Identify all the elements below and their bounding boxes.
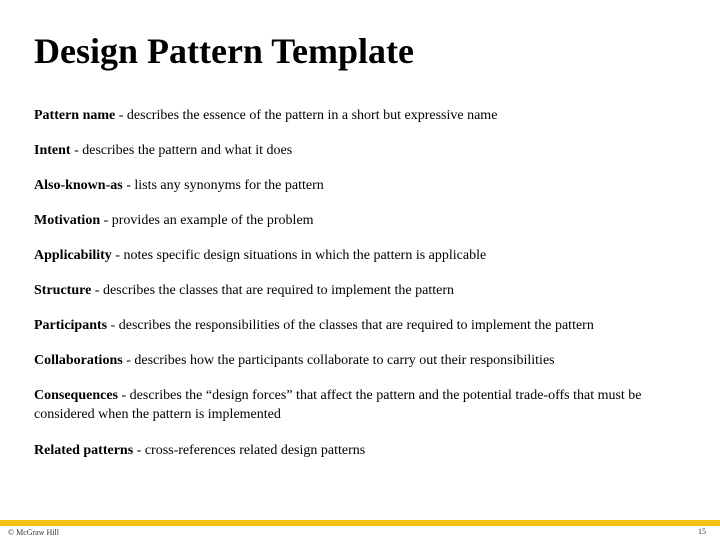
slide-title: Design Pattern Template xyxy=(34,31,414,71)
item-description: - describes the “design forces” that affect the pattern and the potential trade-offs that must be considered when the pattern is implemented xyxy=(34,388,642,422)
item-description: - cross-references related design patterns xyxy=(133,443,366,458)
item-applicability xyxy=(34,246,694,265)
template-items-list xyxy=(34,106,694,476)
item-term: Collaborations xyxy=(34,353,123,368)
item-term: Consequences xyxy=(34,388,119,403)
item-term: Related patterns xyxy=(34,443,134,458)
item-term: Pattern name xyxy=(34,108,116,123)
item-pattern-name xyxy=(34,106,694,125)
item-term: Participants xyxy=(34,318,108,333)
item-related-patterns xyxy=(34,441,694,460)
item-term: Intent xyxy=(34,143,71,158)
item-structure xyxy=(34,281,694,300)
item-motivation xyxy=(34,211,694,230)
footer-accent-bar xyxy=(0,520,720,526)
item-term: Also-known-as xyxy=(34,178,123,193)
item-participants xyxy=(34,316,694,335)
item-description: - describes the pattern and what it does xyxy=(70,143,293,158)
item-description: - describes the responsibilities of the classes that are required to implement the pattern xyxy=(107,318,594,333)
item-description: - describes the classes that are required to implement the pattern xyxy=(91,283,454,298)
item-consequences xyxy=(34,386,694,424)
copyright-notice: © McGraw Hill xyxy=(8,528,59,537)
page-number: 15 xyxy=(698,527,706,536)
item-term: Structure xyxy=(34,283,92,298)
item-description: - describes the essence of the pattern in a short but expressive name xyxy=(115,108,498,123)
item-description: - lists any synonyms for the pattern xyxy=(122,178,324,193)
item-intent xyxy=(34,141,694,160)
item-collaborations xyxy=(34,351,694,370)
item-also-known-as xyxy=(34,176,694,195)
item-description: - provides an example of the problem xyxy=(100,213,314,228)
item-term: Motivation xyxy=(34,213,101,228)
item-description: - notes specific design situations in which the pattern is applicable xyxy=(111,248,487,263)
item-description: - describes how the participants collaborate to carry out their responsibilities xyxy=(122,353,555,368)
item-term: Applicability xyxy=(34,248,112,263)
